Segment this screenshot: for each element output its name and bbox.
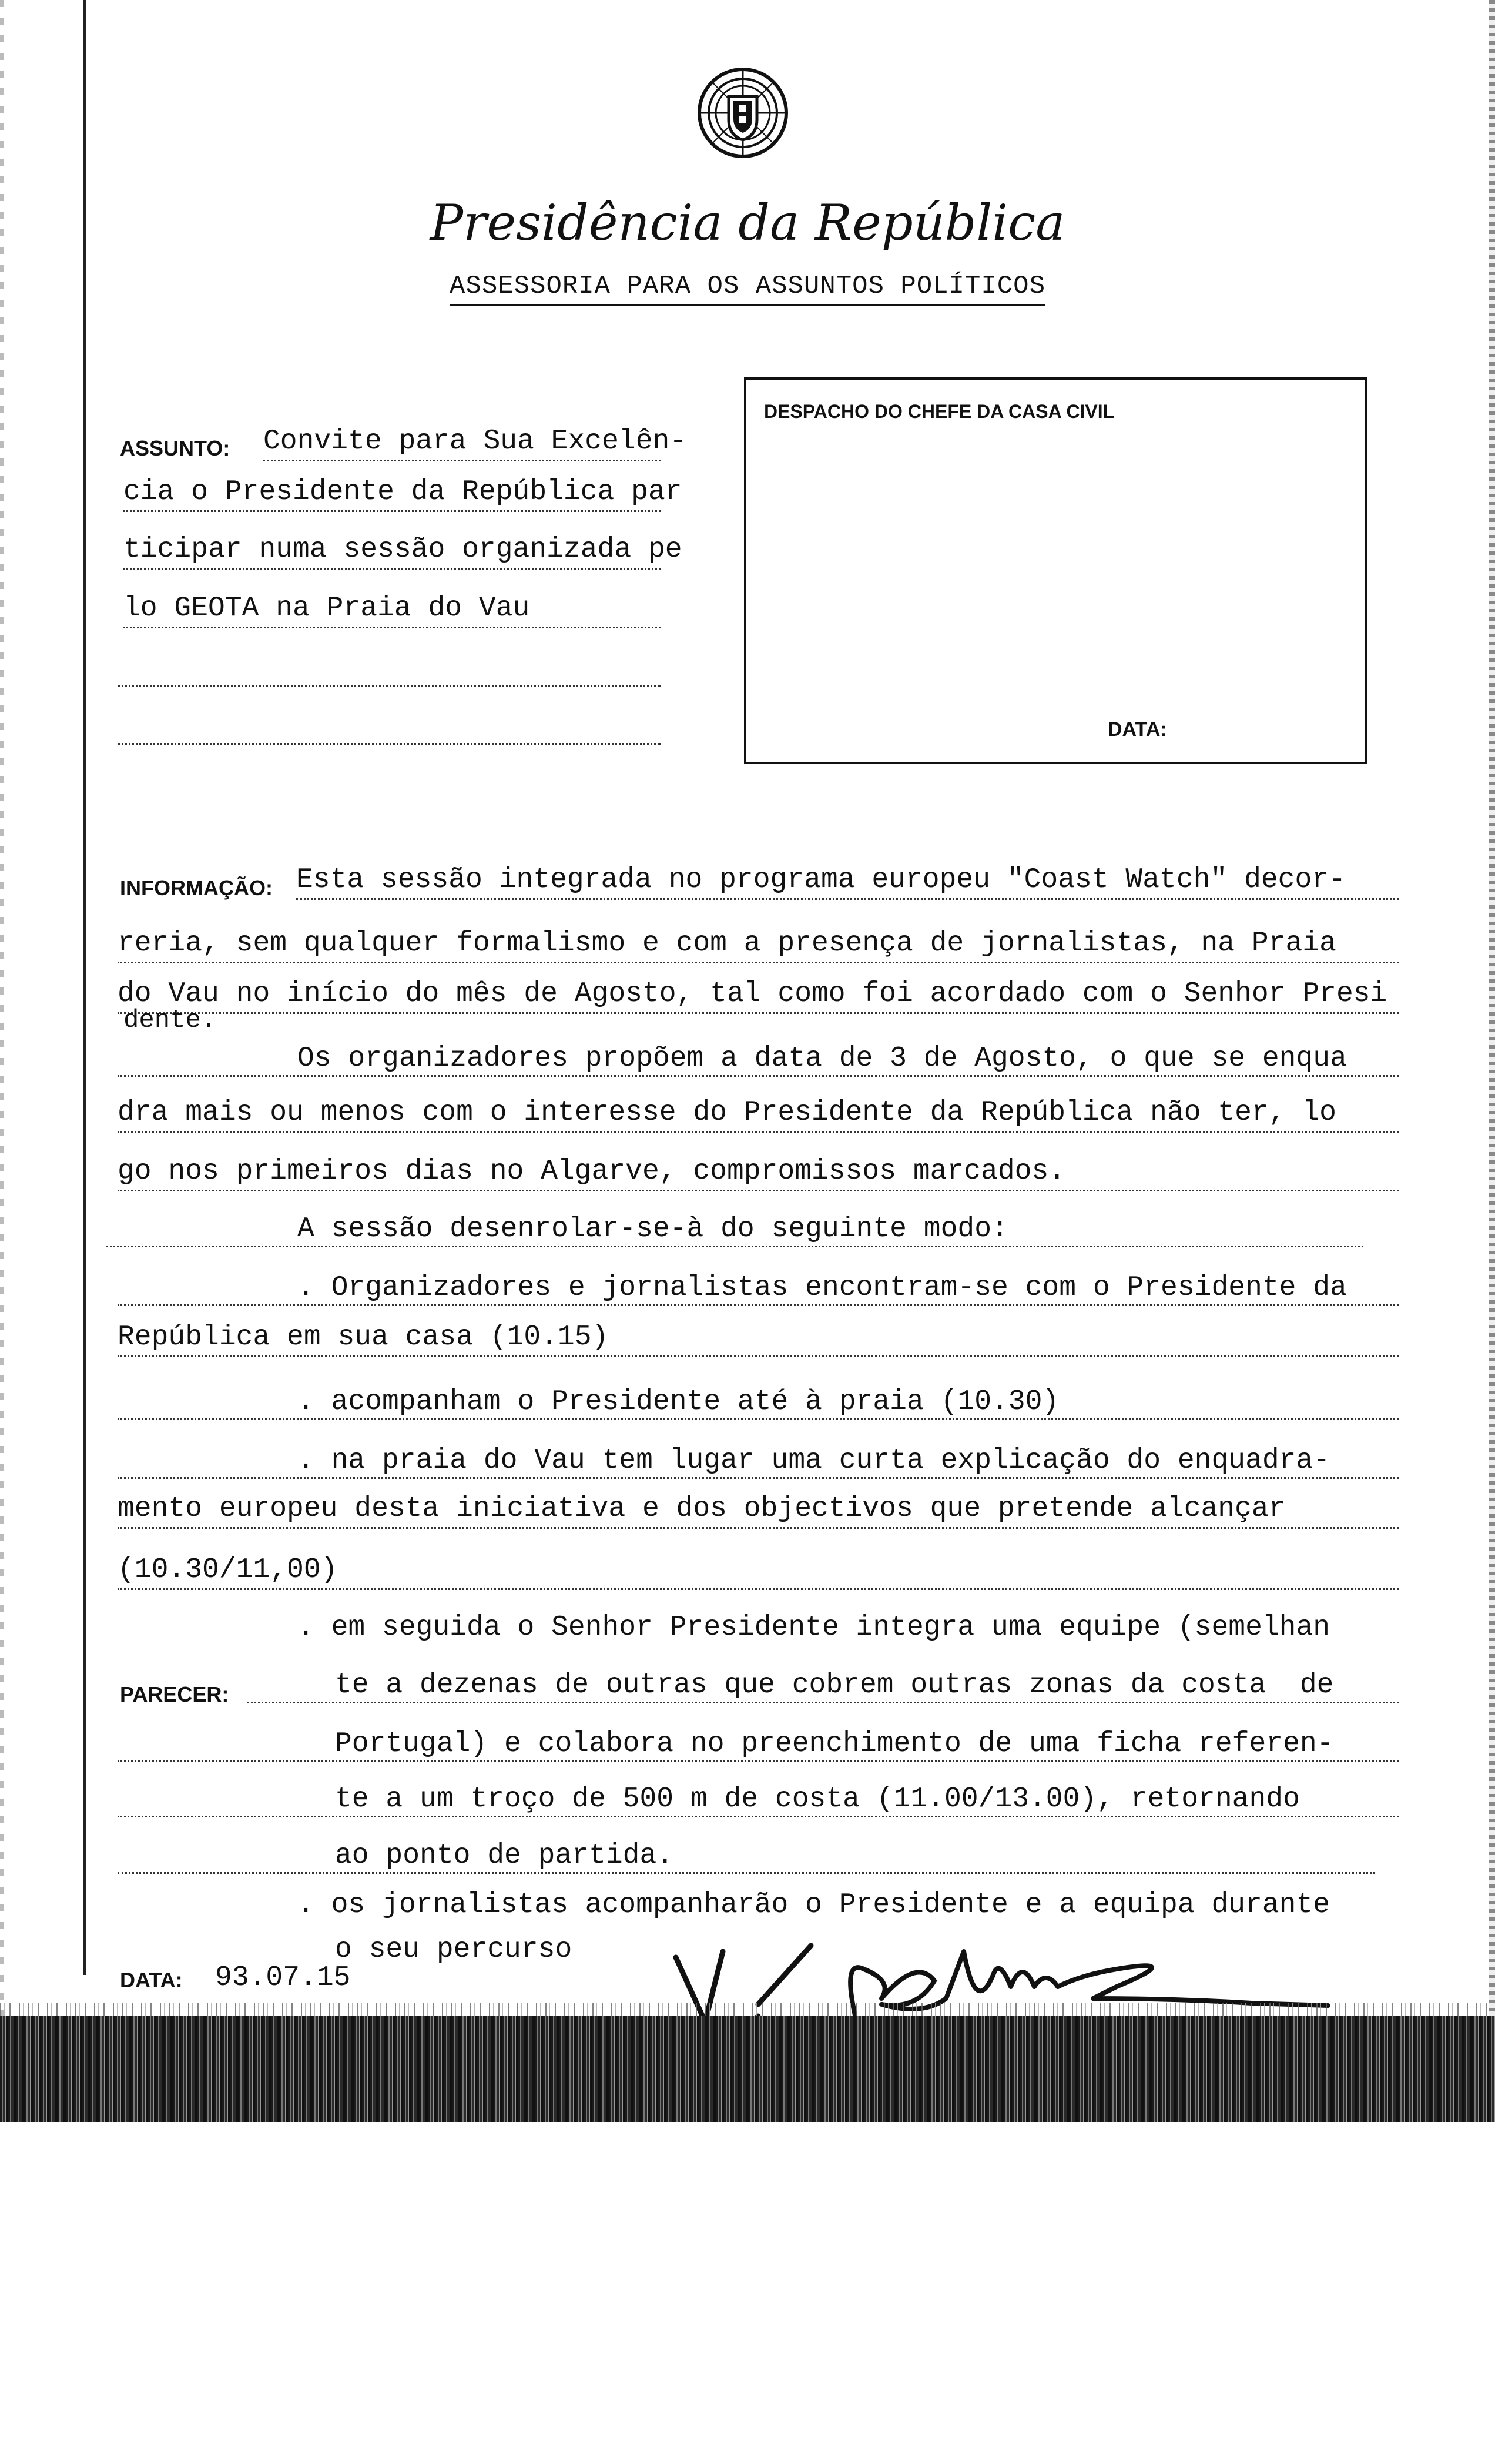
info-line-2: reria, sem qualquer formalismo e com a presença de jornalistas, na Praia [118,925,1399,963]
despacho-box [744,377,1367,764]
informacao-label: INFORMAÇÃO: [120,876,273,900]
scan-edge-left [0,0,4,2116]
department-title: ASSESSORIA PARA OS ASSUNTOS POLÍTICOS [0,272,1495,301]
info-line-17: Portugal) e colabora no preenchimento de uma ficha referen- [118,1726,1399,1762]
info-line-19: ao ponto de partida. [118,1837,1375,1874]
info-line-4: dente. [123,1006,217,1035]
info-line-14: (10.30/11,00) [118,1552,1399,1590]
despacho-title: DESPACHO DO CHEFE DA CASA CIVIL [764,401,1115,422]
info-line-3: do Vau no início do mês de Agosto, tal como foi acordado com o Senhor Presi [118,976,1399,1014]
info-line-1: Esta sessão integrada no programa europeu "Coast Watch" decor- [296,862,1399,900]
assunto-line-blank-1 [118,649,661,687]
footer-date-label: DATA: [120,1968,183,1992]
info-line-12: . na praia do Vau tem lugar uma curta explicação do enquadra- [118,1442,1399,1479]
parecer-label: PARECER: [120,1682,229,1706]
assunto-line-3: ticipar numa sessão organizada pe [123,531,661,570]
info-line-15: . em seguida o Senhor Presidente integra uma equipe (semelhan [297,1612,1330,1643]
info-line-11: . acompanham o Presidente até à praia (10.30) [118,1384,1399,1420]
info-line-21: o seu percurso [335,1934,572,1966]
footer-date-value: 93.07.15 [215,1962,351,1994]
scan-bottom-border [0,2016,1495,2122]
assunto-line-2: cia o Presidente da República par [123,474,661,512]
assunto-line-4: lo GEOTA na Praia do Vau [123,590,661,628]
info-line-5: Os organizadores propõem a data de 3 de Agosto, o que se enqua [118,1040,1399,1077]
info-line-20: . os jornalistas acompanharão o Presidente e a equipa durante [297,1889,1330,1921]
info-line-16: te a dezenas de outras que cobrem outras zonas da costa de [247,1667,1399,1703]
institution-title: Presidência da República [430,194,1065,252]
coat-of-arms-seal-icon [696,66,790,160]
info-line-7: go nos primeiros dias no Algarve, compromissos marcados. [118,1153,1399,1191]
assunto-label: ASSUNTO: [120,436,230,460]
scan-edge-right [1489,0,1495,2116]
assunto-line-blank-2 [118,707,661,745]
info-line-18: te a um troço de 500 m de costa (11.00/13.00), retornando [118,1781,1399,1817]
info-line-10: República em sua casa (10.15) [118,1319,1399,1357]
despacho-date-label: DATA: [1108,718,1167,741]
info-line-8: A sessão desenrolar-se-à do seguinte modo: [106,1211,1363,1247]
info-line-9: . Organizadores e jornalistas encontram-se com o Presidente da [118,1270,1399,1306]
info-line-13: mento europeu desta iniciativa e dos objectivos que pretende alcançar [118,1491,1399,1529]
assunto-line-1: Convite para Sua Excelên- [263,423,661,461]
info-line-6: dra mais ou menos com o interesse do Presidente da República não ter, lo [118,1094,1399,1133]
